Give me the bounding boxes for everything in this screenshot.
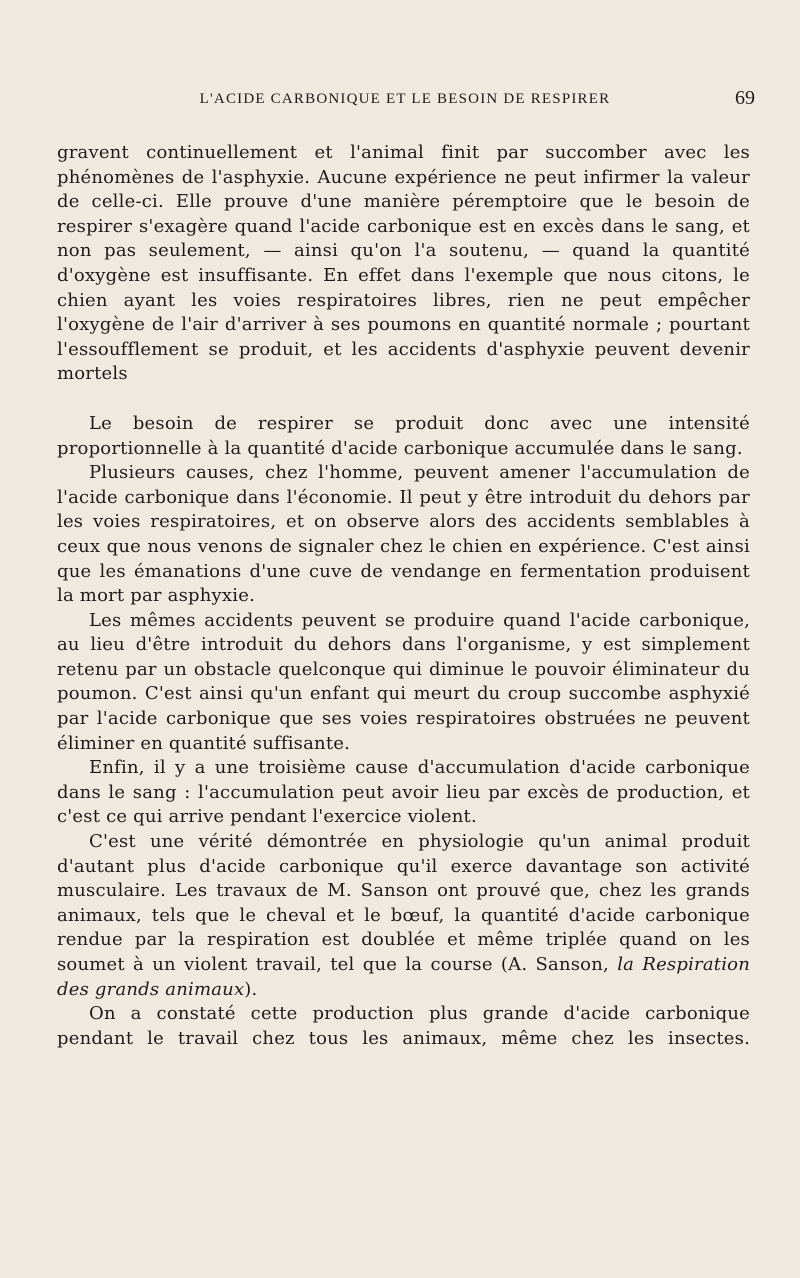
running-title: L'ACIDE CARBONIQUE ET LE BESOIN DE RESPIRER: [199, 91, 611, 107]
paragraph-insects: On a constaté cette production plus grande d'acide carbonique pendant le travail chez tous les animaux, même chez les insectes.: [57, 1003, 750, 1049]
paragraph-external-causes: Plusieurs causes, chez l'homme, peuvent amener l'accumulation de l'acide carbonique dans l'économie. Il peut y être introduit du dehors par les voies respiratoires, et on observe alors des accidents semblables à ceux que nous venons de signaler chez le chien en expérience. C'est ainsi que les émanations d'une cuve de vendange en fermentation produisent la mort par asphyxie.: [57, 462, 750, 607]
paragraph-retention: Les mêmes accidents peuvent se produire quand l'acide carbonique, au lieu d'être introduit du dehors dans l'organisme, y est simplement retenu par un obstacle quelconque qui diminue le pouvoir éliminateur du poumon. C'est ainsi qu'un enfant qui meurt du croup succombe asphyxié par l'acide carbonique que ses voies respiratoires obstruées ne peuvent éliminer en quantité suffisante.: [57, 609, 750, 754]
paragraph-muscular-activity: [57, 830, 750, 1002]
paragraph-production-excess: Enfin, il y a une troisième cause d'accumulation d'acide carbonique dans le sang : l'accumulation peut avoir lieu par excès de production, et c'est ce qui arrive pendant l'exercice violent.: [57, 757, 750, 828]
paragraph-text: C'est une vérité démontrée en physiologie qu'un animal produit d'autant plus d'acide carbonique qu'il exerce davantage son activité musculaire. Les travaux de M. Sanson ont prouvé que, chez les grands animaux, tels que le cheval et le bœuf, la quantité d'acide carbonique rendue par la respiration est doublée et même triplée quand on les soumet à un violent travail, tel que la course (A. Sanson,: [57, 831, 750, 975]
paragraph-text-end: ).: [244, 978, 258, 1000]
citation-title: la Respiration des grands animaux: [57, 954, 750, 1000]
body-text: [57, 141, 750, 1051]
running-head: [55, 87, 755, 109]
paragraph-asphyxia-experiment: gravent continuellement et l'animal finit par succomber avec les phénomènes de l'asphyxie. Aucune expérience ne peut infirmer la valeur de celle-ci. Elle prouve d'une manière péremptoire que le besoin de respirer s'exagère quand l'acide carbonique est en excès dans le sang, et non pas seulement, — ainsi qu'on l'a soutenu, — quand la quantité d'oxygène est insuffisante. En effet dans l'exemple que nous citons, le chien ayant les voies respiratoires libres, rien ne peut empêcher l'oxygène de l'air d'arriver à ses poumons en quantité normale ; pourtant l'essoufflement se produit, et les accidents d'asphyxie peuvent devenir mortels: [57, 142, 750, 385]
page-number: 69: [735, 87, 755, 109]
paragraph-proportional-need: Le besoin de respirer se produit donc avec une intensité proportionnelle à la quantité d'acide carbonique accumulée dans le sang.: [57, 412, 750, 459]
